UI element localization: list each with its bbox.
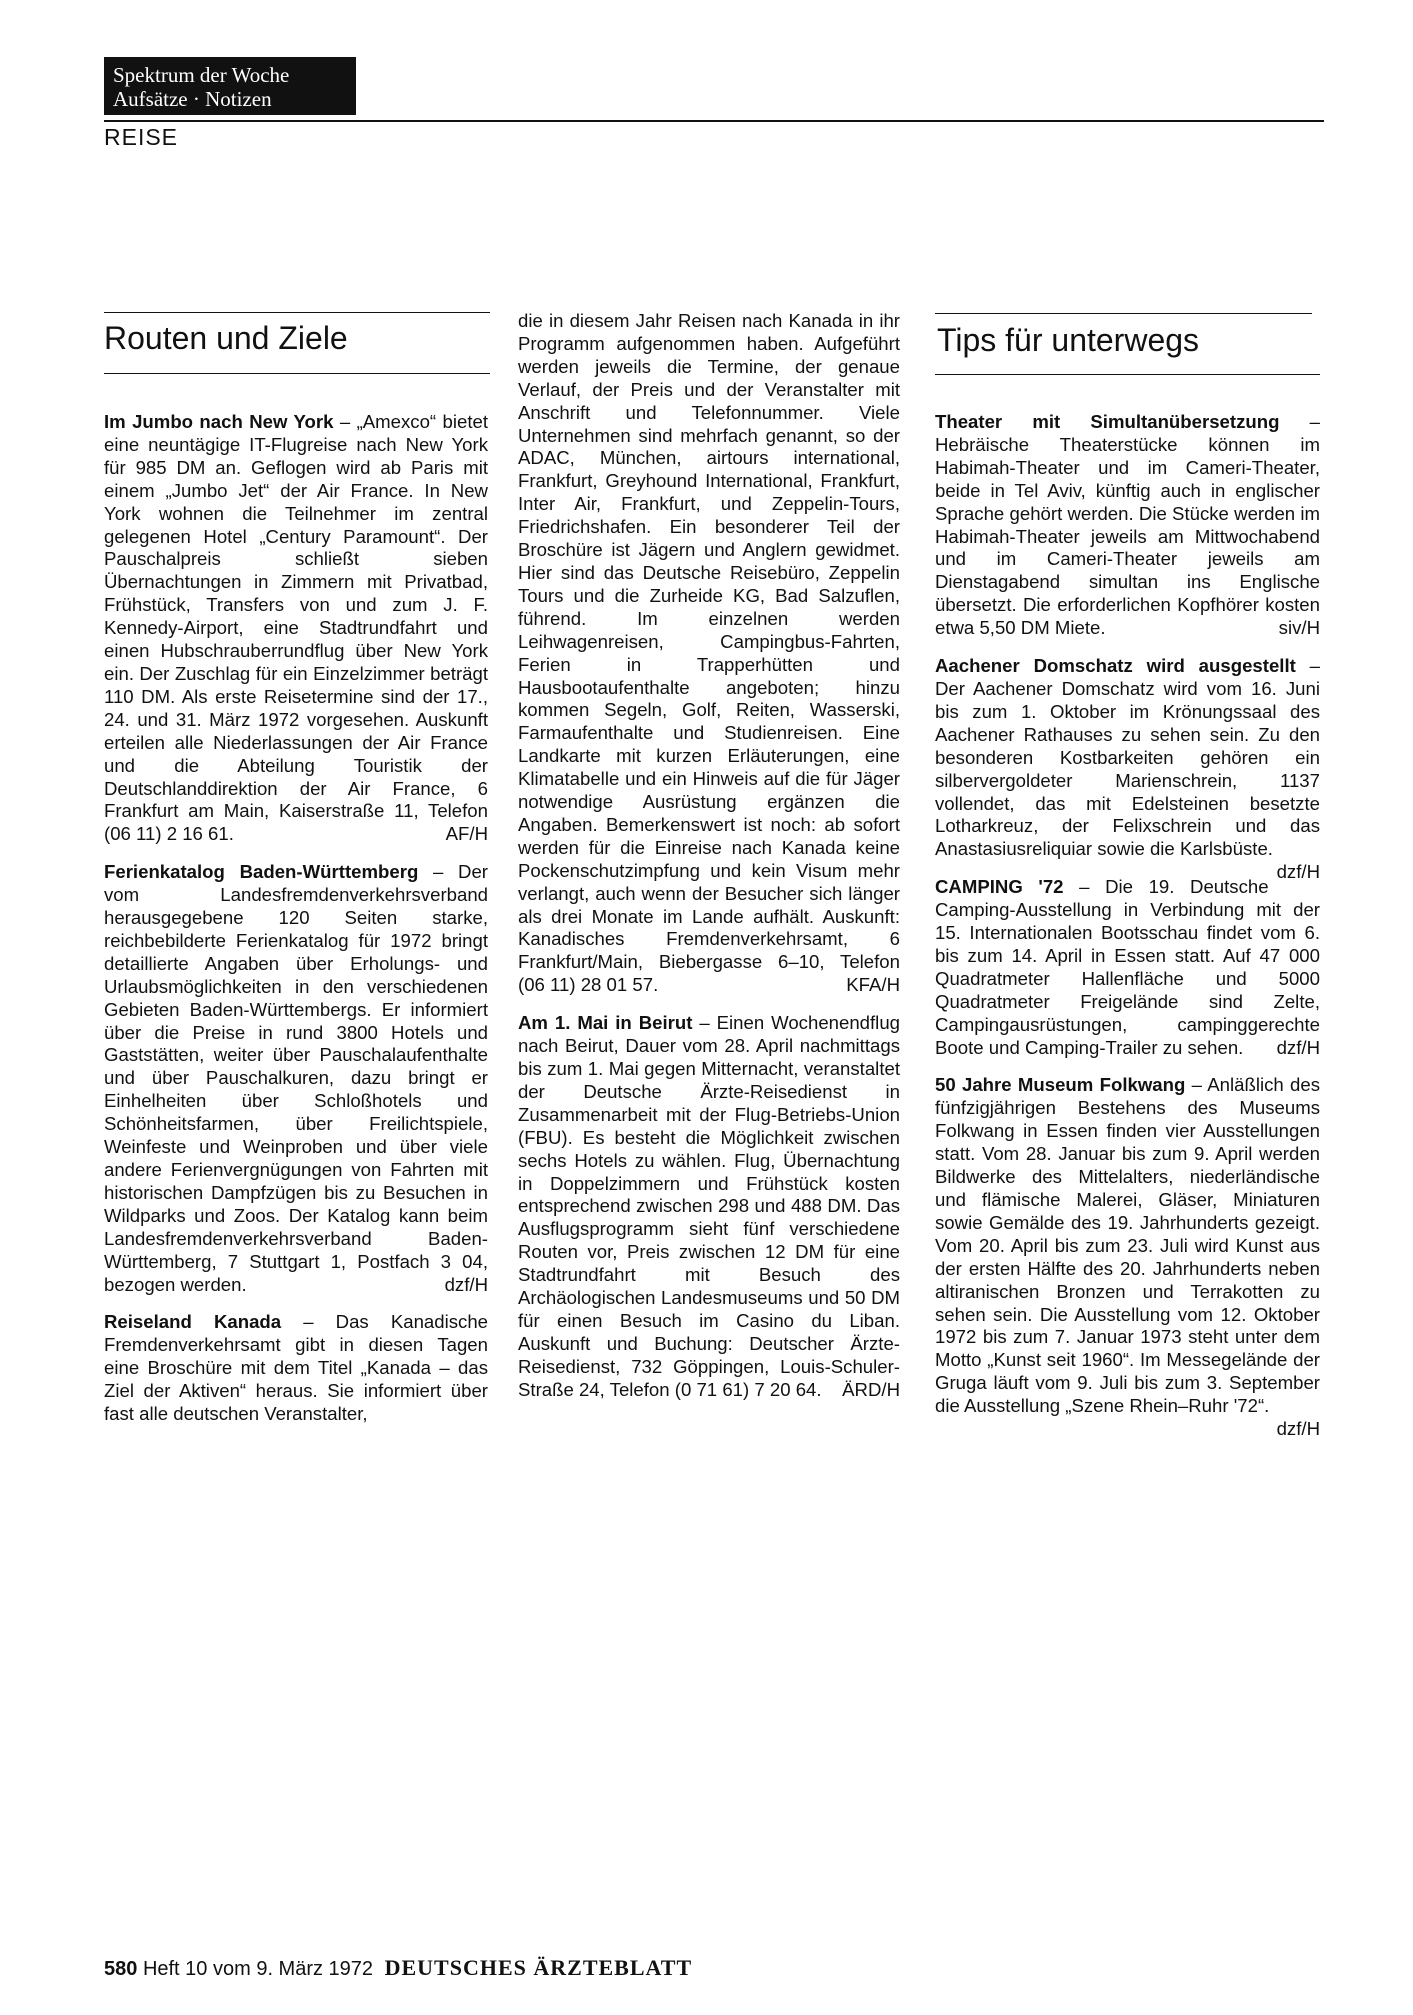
news-item-text: – Die 19. Deutsche Camping-Ausstellung in Verbindung mit der 15. Internationalen Bootsschau findet vom 6. bis zum 14. April in Essen statt. Auf 47 000 Quadratmeter Hallenfläche und 5000 Quadratmeter Freigelände sind Zelte, Campingausrüstungen, campinggerechte Boote und Camping-Trailer zu sehen. — [935, 876, 1320, 1058]
issue-line: Heft 10 vom 9. März 1972 — [142, 1958, 374, 1980]
right-section-title: Tips für unterwegs — [937, 322, 1200, 358]
author-signature: ÄRD/H — [842, 1378, 900, 1400]
header-box-line1: Spektrum der Woche — [113, 63, 290, 87]
author-signature: dzf/H — [444, 1273, 488, 1295]
left-section-title: Routen und Ziele — [104, 320, 348, 356]
news-item-headline: Ferienkatalog Baden-Württemberg — [104, 861, 419, 883]
header-box-line2: Aufsätze · Notizen — [113, 87, 272, 111]
section-header-box — [104, 57, 356, 115]
news-item — [935, 876, 1320, 1059]
journal-name: DEUTSCHES ÄRZTEBLATT — [384, 1955, 693, 1980]
section-label: REISE — [104, 124, 179, 150]
author-signature: siv/H — [1278, 617, 1320, 639]
page-footer — [104, 1955, 692, 1981]
article-column-2 — [518, 310, 900, 1417]
news-item-headline: Reiseland Kanada — [104, 1311, 282, 1333]
header-rule — [104, 120, 1324, 122]
article-column-1 — [104, 411, 488, 1441]
news-item-text: – Einen Wochenendflug nach Beirut, Dauer vom 28. April nachmittags bis zum 1. Mai gegen Mitternacht, veranstaltet der Deutsche Ärzte-Reisedienst in Zusammenarbeit mit der Flug-Betriebs-Union (FBU). Es besteht die Möglichkeit zwischen sechs Hotels zu wählen. Flug, Übernachtung in Doppelzimmern und Frühstück kosten entsprechend zwischen 298 und 488 DM. Das Ausflugsprogramm sieht fünf verschiedene Routen vor, Preis zwischen 12 DM für eine Stadtrundfahrt mit Besuch des Archäologischen Landesmuseums und 50 DM für einen Besuch im Casino du Liban. Auskunft und Buchung: Deutscher Ärzte-Reisedienst, 732 Göppingen, Louis-Schuler-Straße 24, Telefon (0 71 61) 7 20 64. — [518, 1012, 900, 1400]
news-item-text: – Der Aachener Domschatz wird vom 16. Juni bis zum 1. Oktober im Krönungssaal des Aachener Rathauses zu sehen sein. Zu den besonderen Kostbarkeiten gehören ein silbervergoldeter Marienschrein, 1137 vollendet, das mit Edelsteinen besetzte Lotharkreuz, der Felixschrein und das Anastasiusreliquiar sowie die Karlsbüste. — [935, 655, 1320, 860]
news-item-text: – Anläßlich des fünfzigjährigen Bestehens des Museums Folkwang in Essen finden vier Ausstellungen statt. Vom 28. Januar bis zum 9. April werden Bildwerke des Mittelalters, niederländische und flämische Malerei, Gläser, Miniaturen sowie Gemälde des 19. Jahrhunderts gezeigt. Vom 20. April bis zum 23. Juli wird Kunst aus der ersten Hälfte des 20. Jahrhunderts neben altiranischen Bronzen und Terrakotten zu sehen sein. Die Ausstellung vom 12. Oktober 1972 bis zum 7. Januar 1973 steht unter dem Motto „Kunst seit 1960“. Im Messegelände der Gruga läuft vom 9. Juli bis zum 3. September die Ausstellung „Szene Rhein–Ruhr '72“. — [935, 1074, 1320, 1417]
news-item-text: – Hebräische Theaterstücke können im Habimah-Theater und im Cameri-Theater, beide in Tel Aviv, künftig auch in englischer Sprache gehört werden. Die Stücke werden im Habimah-Theater jeweils am Mittwochabend und im Cameri-Theater jeweils am Dienstagabend simultan ins Englische übersetzt. Die erforderlichen Kopfhörer kosten etwa 5,50 DM Miete. — [935, 411, 1320, 639]
news-item-text: – Das Kanadische Fremdenverkehrsamt gibt in diesen Tagen eine Broschüre mit dem Titel „Kanada – das Ziel der Aktiven“ heraus. Sie informiert über fast alle deutschen Veranstalter, — [104, 1311, 488, 1425]
news-item — [935, 1074, 1320, 1440]
news-item-headline: Im Jumbo nach New York — [104, 411, 334, 432]
author-signature: dzf/H — [1276, 1418, 1320, 1440]
news-item-text: die in diesem Jahr Reisen nach Kanada in ihr Programm aufgenommen haben. Aufgeführt werden jeweils die Termine, der genaue Verlauf, der Preis und der Veranstalter mit Anschrift und Telefonnummer. Viele Unternehmen sind mehrfach genannt, so der ADAC, München, airtours international, Frankfurt, Greyhound International, Frankfurt, Inter Air, Frankfurt, und Zeppelin-Tours, Friedrichshafen. Ein besonderer Teil der Broschüre ist Jägern und Anglern gewidmet. Hier sind das Deutsche Reisebüro, Zeppelin Tours und die Zurheide KG, Bad Salzuflen, führend. Im einzelnen werden Leihwagenreisen, Campingbus-Fahrten, Ferien in Trapperhütten und Hausbootaufenthalte angeboten; hinzu kommen Segeln, Golf, Reiten, Wasserski, Farmaufenthalte und Studienreisen. Eine Landkarte mit kurzen Erläuterungen, eine Klimatabelle und ein Hinweis auf die für Jäger notwendige Ausrüstung ergänzen die Angaben. Bemerkenswert ist noch: ab sofort werden für die Einreise nach Kanada keine Pockenschutzimpfung und kein Visum mehr verlangt, auch wenn der Besucher sich länger als drei Monate im Lande aufhält. Auskunft: Kanadisches Fremdenverkehrsamt, 6 Frankfurt/Main, Biebergasse 6–10, Telefon (06 11) 28 01 57. — [518, 310, 900, 996]
news-item — [518, 310, 900, 997]
author-signature: KFA/H — [846, 974, 900, 996]
news-item — [935, 411, 1320, 640]
news-item-text: – „Amexco“ bietet eine neuntägige IT-Flugreise nach New York für 985 DM an. Geflogen wird ab Paris mit einem „Jumbo Jet“ der Air France. In New York wohnen die Teilnehmer im zentral gelegenen Hotel „Century Paramount“. Der Pauschalpreis schließt sieben Übernachtungen in Zimmern mit Privatbad, Frühstück, Transfers von und zum J. F. Kennedy-Airport, eine Stadtrundfahrt und einen Hubschrauberrundflug über New York ein. Der Zuschlag für ein Einzelzimmer beträgt 110 DM. Als erste Reisetermine sind der 17., 24. und 31. März 1972 vorgesehen. Auskunft erteilen alle Niederlassungen der Air France und die Abteilung Touristik der Deutschlanddirektion der Air France, 6 Frankfurt am Main, Kaiserstraße 11, Telefon (06 11) 2 16 61. — [104, 411, 488, 845]
author-signature: AF/H — [445, 823, 488, 845]
author-signature: dzf/H — [1276, 1036, 1320, 1058]
news-item-headline: Theater mit Simultanübersetzung — [935, 411, 1280, 432]
news-item — [104, 1311, 488, 1426]
news-item — [935, 655, 1320, 883]
news-item-headline: 50 Jahre Museum Folkwang — [935, 1074, 1186, 1096]
news-item-headline: Aachener Domschatz wird ausgestellt — [935, 655, 1296, 677]
article-column-3 — [935, 411, 1320, 1441]
author-signature: dzf/H — [1276, 861, 1320, 883]
news-item-headline: Am 1. Mai in Beirut — [518, 1012, 693, 1034]
page-number: 580 — [104, 1958, 138, 1980]
left-title-rule-bottom — [104, 373, 490, 374]
news-item — [104, 861, 488, 1296]
news-item — [104, 411, 488, 846]
news-item-text: – Der vom Landesfremdenverkehrsverband herausgegebene 120 Seiten starke, reichbebilderte Ferienkatalog für 1972 bringt detaillierte Angaben über Erholungs- und Urlaubsmöglichkeiten in den verschiedenen Gebieten Baden-Württembergs. Er informiert über die Preise in rund 3800 Hotels und Gaststätten, weiter über Pauschalaufenthalte und über Pauschalkuren, dazu bringt er Einhelheiten über Schloßhotels und Schönheitsfarmen, über Freilichtspiele, Weinfeste und Weinproben und über viele andere Ferienvergnügungen von Fahrten mit historischen Dampfzügen bis zu Besuchen in Wildparks und Zoos. Der Katalog kann beim Landesfremdenverkehrsverband Baden-Württemberg, 7 Stuttgart 1, Postfach 3 04, bezogen werden. — [104, 861, 488, 1295]
right-title-rule-bottom — [935, 374, 1320, 375]
left-title-rule-top — [104, 312, 490, 313]
news-item-headline: CAMPING '72 — [935, 876, 1064, 898]
right-title-rule-top — [935, 313, 1312, 314]
news-item — [518, 1012, 900, 1401]
